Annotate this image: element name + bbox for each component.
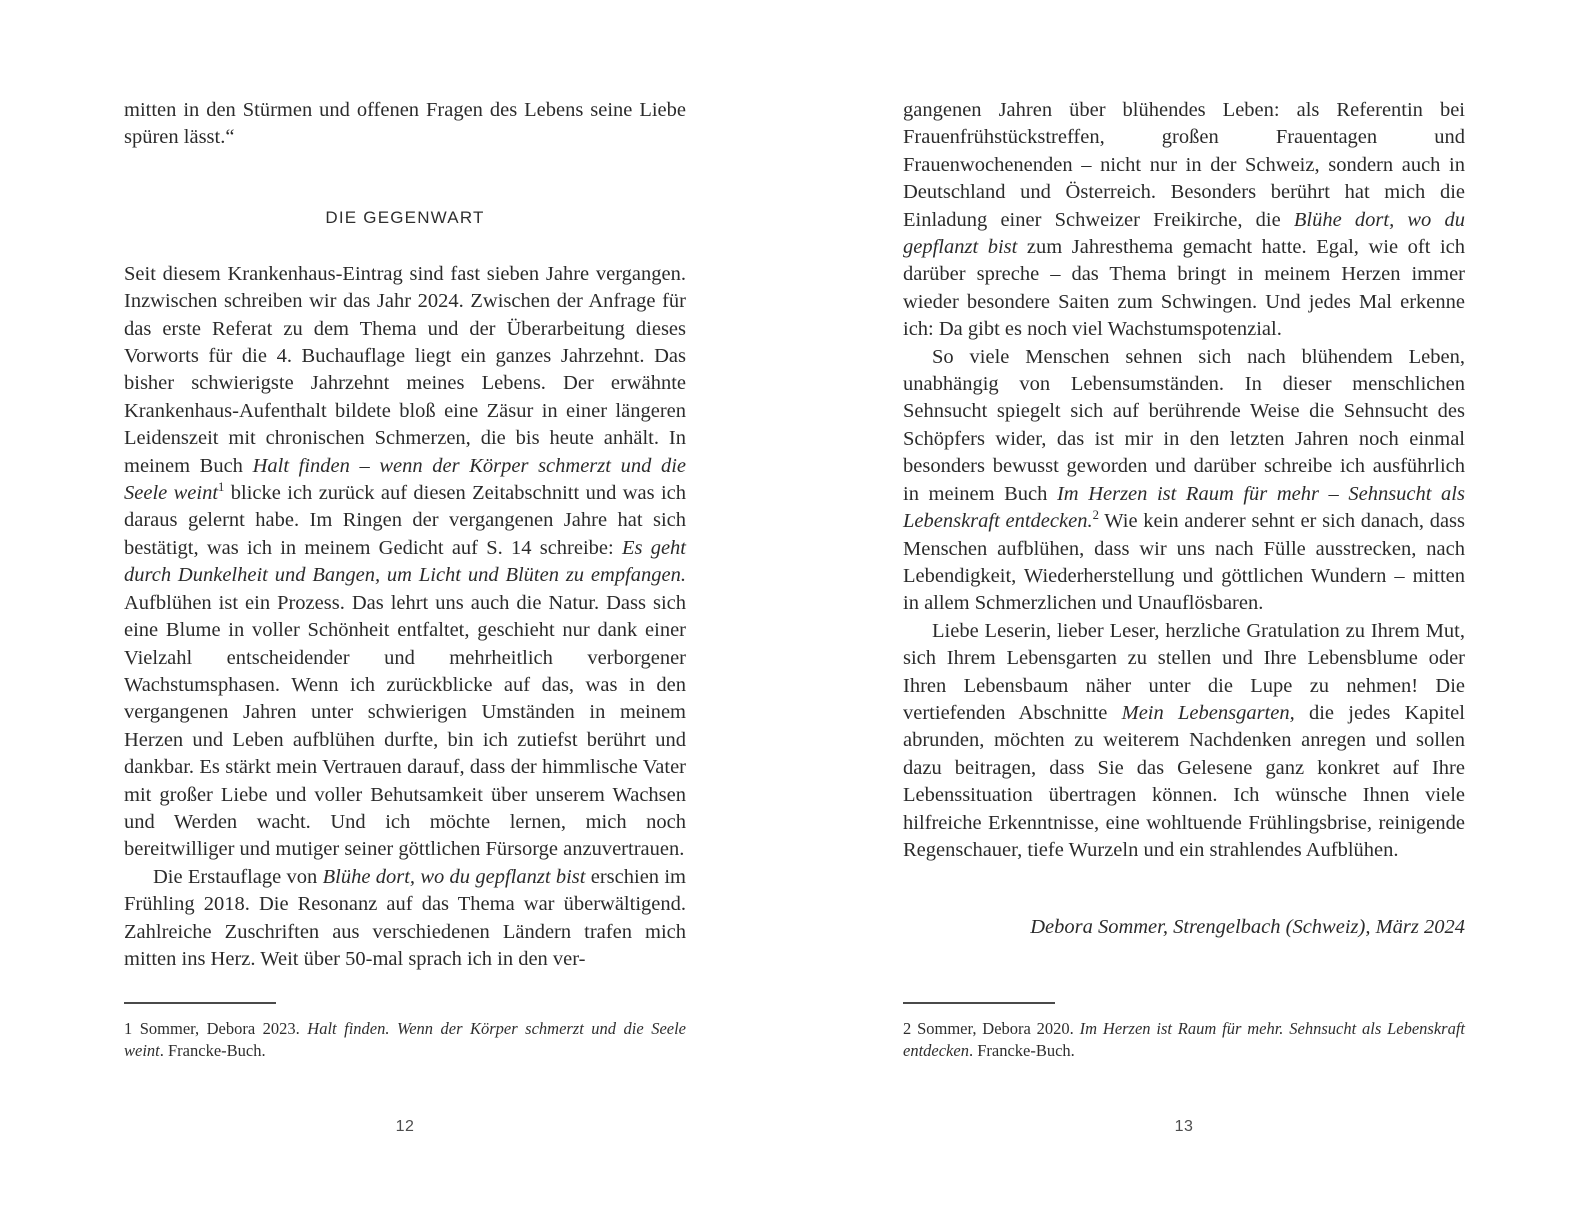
text-run: Seit diesem Krankenhaus-Eintrag sind fast sieben Jahre vergangen. Inzwischen schreiben wir das Jahr 2024. Zwischen der Anfrage für das erste Referat zu dem Thema und der Überarbeitung dieses Vorworts für die 4. Buchauflage liegt ein ganzes Jahrzehnt. Das bisher schwierigste Jahrzehnt meines Lebens. Der erwähnte Krankenhaus-Aufenthalt bildete bloß eine Zäsur in einer längeren Leidenszeit mit chronischen Schmerzen, die bis heute anhält. In meinem Buch: [124, 262, 686, 477]
text-run: die jedes Kapitel abrunden, möchten zu weiterem Nachdenken anregen und sollen dazu beitragen, dass Sie das Gelesene ganz konkret auf Ihre Lebenssituation übertragen können. Ich wünsche Ihnen viele hilfreiche Erkenntnisse, eine wohltuende Frühlingsbrise, reinigende Regenschauer, tiefe Wurzeln und ein strahlendes Aufblühen.: [903, 701, 1465, 861]
footnote-right: [903, 1002, 1465, 1062]
text-run: Die Erstauflage von: [153, 865, 323, 888]
page-left-text-flow: [124, 0, 686, 973]
signature-line: Debora Sommer, Strengelbach (Schweiz), März 2024: [1030, 916, 1465, 939]
text-run: 2 Sommer, Debora 2020.: [903, 1019, 1080, 1038]
text-run: erschien im Frühling 2018. Die Resonanz auf das Thema war überwältigend. Zahlreiche Zuschriften aus verschiedenen Ländern trafen mich mitten ins Herz. Weit über 50-mal sprach ich in den ver-: [124, 865, 686, 970]
body-paragraph: [903, 344, 1465, 618]
body-paragraph: [903, 97, 1465, 344]
text-run: gangenen Jahren über blühendes Leben: als Referentin bei Frauenfrühstückstreffen, großen Frauentagen und Frauenwochenenden – nicht nur in der Schweiz, sondern auch in Deutschland und Österreich. Besonders berührt hat mich die Einladung einer Schweizer Freikirche, die: [903, 99, 1465, 231]
body-paragraph: [124, 864, 686, 974]
text-run: . Francke-Buch.: [968, 1041, 1075, 1060]
page-number-right: 13: [1174, 1118, 1194, 1135]
footnote-rule: [903, 1002, 1055, 1004]
italic-text-run: Halt finden – wenn der Körper schmerzt und die Seele weint: [124, 454, 686, 505]
text-run: . Francke-Buch.: [159, 1041, 266, 1060]
text-run: So viele Menschen sehnen sich nach blühendem Leben, unabhängig von Lebensumständen. In dieser menschlichen Sehnsucht spiegelt sich auf berührende Weise die Sehnsucht des Schöpfers wider, das ist mir in den letzten Jahren noch einmal besonders bewusst geworden und darüber schreibe ich ausführlich in meinem Buch: [903, 345, 1465, 505]
footnote-text: [903, 1018, 1465, 1062]
page-left: [124, 0, 686, 1211]
italic-text-run: Mein Lebensgarten,: [1121, 701, 1295, 724]
italic-text-run: Im Herzen ist Raum für mehr. Sehnsucht als Lebenskraft entdecken: [903, 1019, 1465, 1060]
text-run: Wie kein anderer sehnt er sich danach, dass Menschen aufblühen, dass wir uns nach Fülle ausstrecken, nach Lebendigkeit, Wiederherstellung und göttlichen Wundern – mitten in allem Schmerzlichen und Unauflösbaren.: [903, 510, 1465, 615]
footnote-left: [124, 1002, 686, 1062]
text-run: mitten in den Stürmen und offenen Fragen des Lebens seine Liebe spüren lässt.“: [124, 99, 686, 149]
italic-text-run: Blühe dort, wo du gepflanzt bist: [322, 865, 586, 888]
section-heading: DIE GEGENWART: [325, 207, 485, 227]
text-run: blicke ich zurück auf diesen Zeitabschnitt und was ich daraus gelernt habe. Im Ringen der vergangenen Jahre hat sich bestätigt, was ich in meinem Gedicht auf S. 14 schreibe:: [124, 482, 687, 559]
footnote-marker: 1: [218, 480, 225, 495]
text-run: Liebe Leserin, lieber Leser, herzliche Gratulation zu Ihrem Mut, sich Ihrem Lebensgarten zu stellen und Ihre Lebensblume oder Ihren Lebensbaum näher unter die Lupe zu nehmen! Die vertiefenden Abschnitte: [903, 619, 1465, 724]
italic-text-run: Halt finden. Wenn der Körper schmerzt und die Seele weint: [124, 1019, 687, 1060]
body-paragraph: [124, 97, 686, 152]
italic-text-run: Im Herzen ist Raum für mehr – Sehnsucht als Lebenskraft entdecken.: [903, 482, 1465, 533]
footnote-text: [124, 1018, 686, 1062]
italic-text-run: Blühe dort, wo du gepflanzt bist: [903, 208, 1465, 259]
body-paragraph: [903, 618, 1465, 865]
body-paragraph: [124, 261, 686, 864]
page-right-text-flow: [903, 0, 1465, 942]
page-number-left: 12: [395, 1118, 415, 1135]
text-run: Aufblühen ist ein Prozess. Das lehrt uns auch die Natur. Dass sich eine Blume in voller Schönheit entfaltet, geschieht nur dank einer Vielzahl entscheidender und mehrheitlich verborgener Wachstumsphasen. Wenn ich zurückblicke auf das, was in den vergangenen Jahren unter schwierigen Umständen in meinem Herzen und Leben aufblühen durfte, bin ich zutiefst berührt und dankbar. Es stärkt mein Vertrauen darauf, dass der himmlische Vater mit großer Liebe und voller Behutsamkeit über unserem Wachsen und Werden wacht. Und ich möchte lernen, mich noch bereitwilliger und mutiger seiner göttlichen Fürsorge anzuvertrauen.: [124, 591, 686, 861]
italic-text-run: Es geht durch Dunkelheit und Bangen, um Licht und Blüten zu empfangen.: [124, 536, 687, 587]
text-run: zum Jahresthema gemacht hatte. Egal, wie oft ich darüber spreche – das Thema bringt in meinem Herzen immer wieder besondere Saiten zum Schwingen. Und jedes Mal erkenne ich: Da gibt es noch viel Wachstumspotenzial.: [903, 236, 1465, 341]
text-run: 1 Sommer, Debora 2023.: [124, 1019, 308, 1038]
footnote-marker: 2: [1092, 508, 1099, 523]
footnote-rule: [124, 1002, 276, 1004]
page-right: [903, 0, 1465, 1211]
